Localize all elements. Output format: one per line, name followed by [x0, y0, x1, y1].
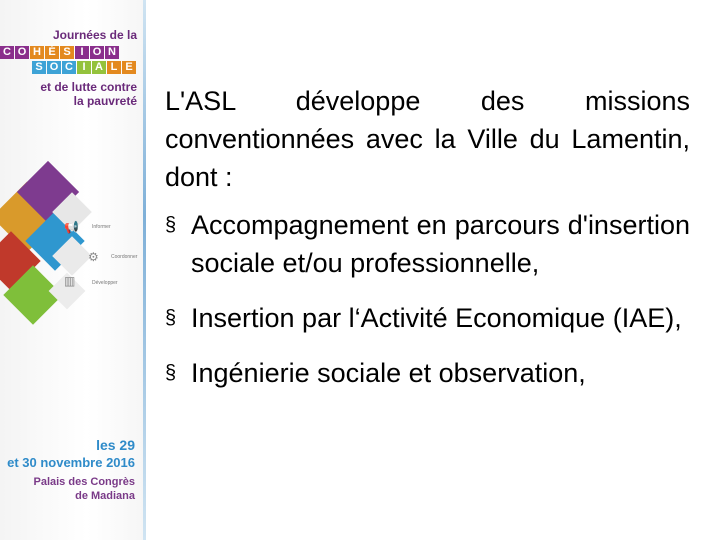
event-banner	[0, 0, 145, 540]
bullet-marker: §	[165, 362, 177, 384]
event-venue-line: de Madiana	[75, 490, 135, 502]
slide-content	[165, 82, 690, 409]
logo-subtitle-line: et de lutte contre	[40, 80, 137, 94]
logo-tile: A	[92, 61, 106, 74]
verb-label: Coordonner	[111, 254, 138, 260]
bullet-text: Insertion par l‘Activité Economique (IAE),	[191, 303, 682, 333]
bar-chart-icon: ▥	[64, 274, 76, 288]
bullet-item	[165, 354, 690, 392]
logo-tiles-sociale	[32, 61, 137, 74]
logo-tile: O	[15, 46, 29, 59]
logo-tile: I	[77, 61, 91, 74]
event-date-line: et 30 novembre 2016	[7, 455, 135, 470]
logo-tiles-cohesion	[0, 46, 120, 59]
event-date-line: les 29	[96, 437, 135, 453]
logo-tile: S	[32, 61, 46, 74]
logo-tile: L	[107, 61, 121, 74]
event-venue-line: Palais des Congrès	[33, 476, 135, 488]
logo-tile: É	[45, 46, 59, 59]
megaphone-icon: 📢	[64, 220, 79, 234]
bullet-text: Accompagnement en parcours d'insertion sociale et/ou professionnelle,	[191, 210, 690, 278]
banner-divider	[143, 0, 146, 540]
gears-icon: ⚙	[88, 250, 99, 264]
logo-tile: E	[122, 61, 136, 74]
intro-paragraph: L'ASL développe des missions conventionnées avec la Ville du Lamentin, dont :	[165, 86, 690, 192]
bullet-item	[165, 299, 690, 337]
verb-label: Informer	[92, 224, 111, 230]
bullet-marker: §	[165, 307, 177, 329]
logo-title-line: Journées de la	[52, 28, 137, 42]
bullet-item	[165, 206, 690, 282]
logo-tile: C	[62, 61, 76, 74]
logo-tile: I	[75, 46, 89, 59]
logo-tile: H	[30, 46, 44, 59]
logo-tile: O	[47, 61, 61, 74]
logo-tile: C	[0, 46, 14, 59]
logo-subtitle-line: la pauvreté	[73, 94, 137, 108]
logo-tile: N	[105, 46, 119, 59]
photo-diamonds	[0, 170, 145, 345]
logo-tile: O	[90, 46, 104, 59]
bullet-marker: §	[165, 214, 177, 236]
verb-label: Développer	[92, 280, 118, 286]
bullet-text: Ingénierie sociale et observation,	[191, 358, 586, 388]
logo-tile: S	[60, 46, 74, 59]
